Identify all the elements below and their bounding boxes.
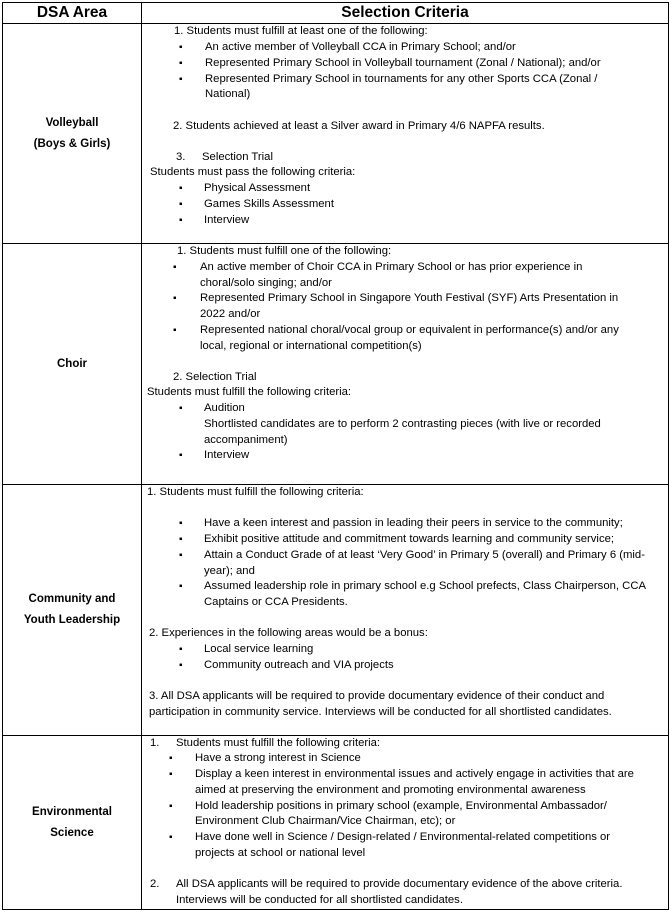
bullet-icon: ▪ [179, 534, 183, 545]
criteria-line: Environment Club Chairman/Vice Chairman, etc); or [195, 815, 456, 827]
dsa-criteria-table [2, 2, 669, 910]
criteria-line: 2. [150, 878, 160, 890]
criteria-line: 2. Selection Trial [173, 371, 257, 383]
criteria-line: Interview [204, 214, 250, 226]
bullet-icon: ▪ [179, 183, 183, 194]
table-row [3, 244, 669, 485]
criteria-line: projects at school or national level [195, 847, 366, 859]
criteria-line: 1. [150, 737, 160, 749]
criteria-cell [142, 736, 669, 910]
criteria-line: Students must fulfill the following criteria: [147, 386, 352, 398]
bullet-icon: ▪ [173, 262, 177, 273]
criteria-line: Students must pass the following criteria: [150, 166, 356, 178]
bullet-icon: ▪ [179, 644, 183, 655]
area-cell [3, 736, 142, 910]
criteria-line: Display a keen interest in environmental issues and actively engage in activities that are [195, 768, 634, 780]
criteria-cell [142, 24, 669, 244]
criteria-line: year); and [204, 565, 255, 577]
criteria-line: Represented Primary School in Volleyball tournament (Zonal / National); and/or [205, 57, 601, 69]
criteria-line: Audition [204, 402, 245, 414]
bullet-icon: ▪ [173, 293, 177, 304]
criteria-line: All DSA applicants will be required to provide documentary evidence of the above criteria. [176, 878, 623, 890]
area-label: Environmental [32, 805, 112, 818]
criteria-line: Have a keen interest and passion in leading their peers in service to the community; [204, 517, 623, 529]
bullet-icon: ▪ [179, 660, 183, 671]
bullet-icon: ▪ [179, 550, 183, 561]
area-label: Choir [56, 357, 88, 370]
criteria-line: 2022 and/or [200, 308, 261, 320]
criteria-line: 1. Students must fulfill the following criteria: [147, 486, 364, 498]
bullet-icon: ▪ [173, 325, 177, 336]
criteria-line: aimed at preserving the environment and promoting environmental awareness [195, 784, 586, 796]
table-row [3, 485, 669, 736]
bullet-icon: ▪ [179, 58, 183, 69]
criteria-line: Selection Trial [202, 151, 273, 163]
criteria-line: National) [205, 88, 251, 100]
criteria-line: Captains or CCA Presidents. [204, 596, 348, 608]
bullet-icon: ▪ [179, 215, 183, 226]
criteria-line: An active member of Volleyball CCA in Primary School; and/or [205, 41, 516, 53]
area-label: Community and [28, 593, 116, 605]
criteria-line: Attain a Conduct Grade of at least ‘Very Good’ in Primary 5 (overall) and Primary 6 (mid- [204, 549, 645, 561]
area-cell [3, 24, 142, 244]
criteria-line: 1. Students must fulfill one of the following: [177, 245, 392, 257]
area-cell [3, 244, 142, 485]
criteria-line: choral/solo singing; and/or [200, 277, 332, 289]
criteria-line: 2. Experiences in the following areas would be a bonus: [149, 627, 428, 639]
criteria-line: Exhibit positive attitude and commitment towards learning and community service; [204, 533, 615, 545]
criteria-cell [142, 244, 669, 485]
area-label: Youth Leadership [23, 614, 121, 626]
criteria-line: Hold leadership positions in primary school (example, Environmental Ambassador/ [195, 800, 607, 812]
criteria-line: participation in community service. Interviews will be conducted for all shortlisted candidates. [149, 706, 612, 718]
area-label: Science [50, 826, 94, 839]
criteria-line: Students must fulfill the following criteria: [176, 737, 381, 749]
criteria-line: 3. [176, 151, 186, 163]
bullet-icon: ▪ [179, 403, 183, 414]
criteria-line: 1. Students must fulfill at least one of the following: [174, 25, 428, 37]
bullet-icon: ▪ [169, 753, 173, 764]
bullet-icon: ▪ [179, 74, 183, 85]
criteria-cell [142, 485, 669, 736]
bullet-icon: ▪ [179, 518, 183, 529]
bullet-icon: ▪ [179, 42, 183, 53]
criteria-line: Games Skills Assessment [204, 198, 334, 210]
criteria-line: An active member of Choir CCA in Primary School or has prior experience in [200, 261, 583, 273]
table-row [3, 736, 669, 910]
criteria-line: Local service learning [204, 643, 314, 655]
criteria-line: Interview [204, 449, 250, 461]
bullet-icon: ▪ [179, 581, 183, 592]
criteria-line: Have a strong interest in Science [195, 752, 361, 764]
criteria-line: 3. All DSA applicants will be required to provide documentary evidence of their conduct and [149, 690, 605, 702]
criteria-line: Community outreach and VIA projects [204, 659, 394, 671]
bullet-icon: ▪ [179, 199, 183, 210]
area-label: Volleyball [45, 116, 99, 129]
criteria-line: Assumed leadership role in primary school e.g School prefects, Class Chairperson, CCA [204, 580, 647, 592]
bullet-icon: ▪ [169, 769, 173, 780]
table-row [3, 24, 669, 244]
criteria-line: Physical Assessment [204, 182, 311, 194]
header-row [3, 3, 669, 24]
criteria-line: Represented Primary School in tournaments for any other Sports CCA (Zonal / [205, 73, 598, 85]
criteria-line: accompaniment) [204, 434, 288, 446]
area-cell [3, 485, 142, 736]
header-dsa-area: DSA Area [3, 3, 142, 24]
bullet-icon: ▪ [169, 832, 173, 843]
area-label: (Boys & Girls) [33, 137, 111, 150]
header-selection-criteria: Selection Criteria [142, 3, 669, 24]
bullet-icon: ▪ [169, 801, 173, 812]
criteria-line: local, regional or international competition(s) [200, 340, 422, 352]
criteria-line: Represented Primary School in Singapore Youth Festival (SYF) Arts Presentation in [200, 292, 619, 304]
bullet-icon: ▪ [179, 450, 183, 461]
criteria-line: Have done well in Science / Design-related / Environmental-related competitions or [195, 831, 611, 843]
criteria-line: Interviews will be conducted for all shortlisted candidates. [176, 894, 463, 906]
criteria-line: 2. Students achieved at least a Silver award in Primary 4/6 NAPFA results. [173, 120, 545, 132]
criteria-line: Represented national choral/vocal group or equivalent in performance(s) and/or any [200, 324, 619, 336]
criteria-line: Shortlisted candidates are to perform 2 contrasting pieces (with live or recorded [204, 418, 601, 430]
